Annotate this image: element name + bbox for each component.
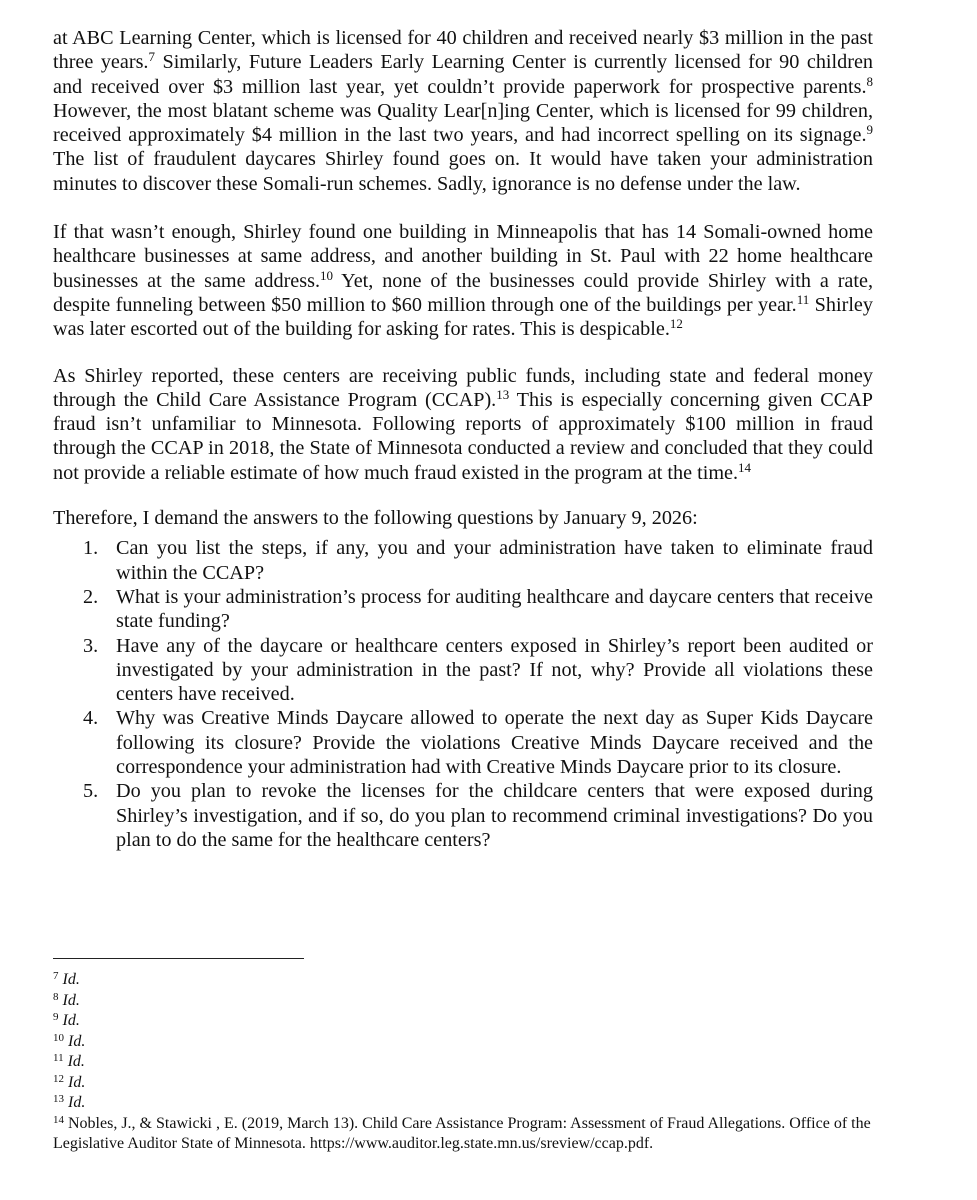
paragraph-text: at ABC Learning Center, which is licensed for 40 children and received nearly $3 million in the past three years. [53,27,873,74]
question-item [53,634,873,707]
footnote [53,1052,883,1073]
question-text: Do you plan to revoke the licenses for the childcare centers that were exposed during Shirley’s investigation, and if so, do you plan to recommend criminal investigations? Do you plan to do the same for the healthcare centers? [116,780,873,851]
questions-list [53,536,873,852]
footnote-citation-text: Nobles, J., & Stawicki , E. (2019, March 13). Child Care Assistance Program: Assessment of Fraud Allegations. Office of the Legislative Auditor State of Minnesota. https://www.auditor.leg.state.mn.us/sreview/ccap.pdf. [53,1114,871,1152]
footnote-reference: 14 [738,459,752,475]
paragraph-ccap-funds [53,364,873,485]
paragraph-daycare-schemes [53,26,873,196]
footnote-number: 10 [53,1031,64,1044]
footnote-text: Id. [68,1094,86,1111]
footnote-number: 11 [53,1052,64,1064]
footnote [53,1011,883,1032]
footnote-reference: 10 [320,267,334,283]
footnote-number: 8 [53,990,59,1003]
question-number: 4. [83,707,99,730]
paragraph-text: Similarly, Future Leaders Early Learning Center is currently licensed for 90 children and received over $3 million last year, yet couldn’t provide paperwork for prospective parents. [53,51,873,98]
footnote-text: Id. [62,971,80,988]
footnote-divider [53,958,304,959]
question-text: Can you list the steps, if any, you and your administration have taken to eliminate fraud within the CCAP? [116,537,873,584]
footnote [53,1073,883,1094]
footnote-text: Id. [62,1012,80,1029]
question-text: Have any of the daycare or healthcare centers exposed in Shirley’s report been audited or investigated by your administration in the past? If not, why? Provide all violations these centers have received. [116,634,873,706]
footnote-number: 9 [53,1011,59,1023]
question-item [53,536,873,585]
paragraph-text: Yet, none of the businesses could provide Shirley with a rate, despite funneling between $50 million to $60 million through one of the buildings per year. [53,269,873,316]
question-number: 5. [83,780,99,803]
footnote-number: 7 [53,970,59,982]
footnote-number: 13 [53,1093,64,1105]
question-text: What is your administration’s process for auditing healthcare and daycare centers that receive state funding? [116,585,873,633]
paragraph-text: However, the most blatant scheme was Quality Lear[n]ing Center, which is licensed for 99 children, received approximately $4 million in the last two years, and had incorrect spelling on its signage. [53,99,873,147]
footnote-text: Id. [67,1053,85,1070]
footnote [53,1032,883,1053]
paragraph-home-healthcare [53,220,873,341]
footnote-reference: 7 [148,49,155,65]
footnote-reference: 9 [866,122,873,138]
paragraph-text: This is especially concerning given CCAP fraud isn’t unfamiliar to Minnesota. Following reports of approximately $100 million in fraud through the CCAP in 2018, the State of Minnesota conducted a review and concluded that they could not provide a reliable estimate of how much fraud existed in the program at the time. [53,388,874,484]
question-number: 2. [83,585,99,608]
footnote [53,1093,883,1114]
question-text: Why was Creative Minds Daycare allowed to operate the next day as Super Kids Daycare following its closure? Provide the violations Creative Minds Daycare received and the correspondence your administration had with Creative Minds Daycare prior to its closure. [116,707,873,779]
footnote [53,970,883,991]
footnote-reference: 11 [796,291,810,307]
questions-intro: Therefore, I demand the answers to the following questions by January 9, 2026: [53,507,698,530]
question-item [53,706,873,779]
question-number: 1. [83,537,99,560]
footnote-reference: 8 [866,73,873,89]
question-item [53,585,873,634]
footnote-number: 12 [53,1072,64,1085]
paragraph-text: If that wasn’t enough, Shirley found one building in Minneapolis that has 14 Somali-owned home healthcare businesses at same address, and another building in St. Paul with 22 home healthcare businesses at the same address. [53,221,873,292]
footnote-citation [53,1114,883,1154]
footnote-number: 14 [53,1113,64,1126]
footnote-reference: 13 [496,386,510,402]
paragraph-text: Shirley was later escorted out of the building for asking for rates. This is despicable. [53,293,873,341]
paragraph-text: The list of fraudulent daycares Shirley found goes on. It would have taken your administration minutes to discover these Somali-run schemes. Sadly, ignorance is no defense under the law. [53,148,873,195]
paragraph-text: As Shirley reported, these centers are receiving public funds, including state and federal money through the Child Care Assistance Program (CCAP). [53,364,873,411]
question-number: 3. [83,634,99,657]
letter-body [53,26,873,852]
footnote-reference: 12 [669,316,683,332]
footnote-text: Id. [68,1032,86,1050]
footnote [53,991,883,1012]
footnote-text: Id. [68,1073,86,1091]
footnotes [53,970,883,1154]
question-item [53,779,873,852]
footnote-text: Id. [62,991,80,1009]
